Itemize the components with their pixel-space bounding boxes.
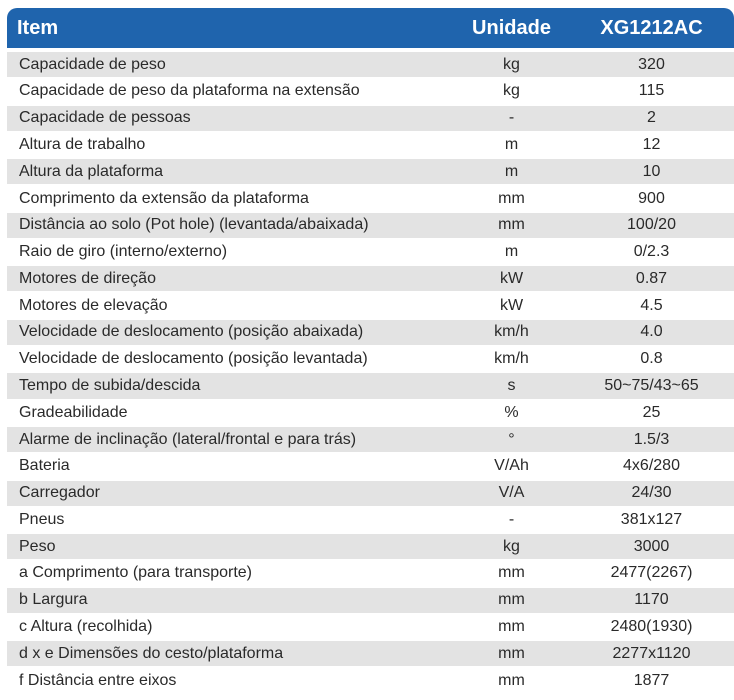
row-value: 4.0: [640, 323, 663, 341]
row-value: 2480(1930): [610, 618, 693, 635]
row-item: Raio de giro (interno/externo): [19, 243, 228, 261]
row-unit: m: [504, 162, 519, 180]
row-item: Velocidade de deslocamento (posição abaixada): [19, 323, 364, 341]
row-value: 4.5: [640, 296, 663, 314]
row-item: Distância ao solo (Pot hole) (levantada/abaixada): [19, 216, 369, 234]
row-value: 1877: [633, 671, 670, 689]
row-value: 10: [642, 162, 661, 180]
row-unit: mm: [498, 671, 525, 689]
row-unit: V/Ah: [494, 457, 529, 475]
table-row: [7, 320, 734, 345]
row-value: 900: [638, 189, 665, 207]
row-unit: mm: [498, 564, 525, 582]
row-unit: km/h: [494, 350, 529, 368]
row-item: Capacidade de peso da plataforma na extensão: [19, 82, 360, 100]
row-unit: -: [508, 510, 515, 528]
row-unit: -: [508, 109, 515, 127]
row-unit: kW: [499, 296, 524, 314]
table-row: [7, 79, 734, 104]
table-row: [7, 52, 734, 77]
spec-table: [7, 8, 734, 695]
row-unit: mm: [498, 618, 525, 635]
row-item: d x e Dimensões do cesto/plataforma: [19, 644, 284, 662]
row-item: Altura de trabalho: [19, 135, 146, 153]
table-row: [7, 561, 734, 586]
row-value: 0/2.3: [633, 243, 670, 261]
table-row: [7, 427, 734, 452]
row-unit: mm: [498, 216, 525, 234]
row-unit: s: [507, 376, 516, 394]
row-item: Altura da plataforma: [19, 162, 164, 180]
row-item: Tempo de subida/descida: [19, 376, 201, 394]
table-row: [7, 668, 734, 693]
row-item: f Distância entre eixos: [19, 671, 177, 689]
row-value: 381x127: [620, 510, 683, 528]
row-item: Motores de direção: [19, 269, 156, 287]
table-row: [7, 614, 734, 639]
header-model: XG1212AC: [600, 16, 703, 39]
row-value: 25: [642, 403, 661, 421]
row-value: 1170: [634, 591, 669, 609]
table-row: [7, 213, 734, 238]
row-value: 2277x1120: [612, 644, 691, 662]
row-item: Motores de elevação: [19, 296, 168, 314]
table-row: [7, 132, 734, 157]
row-value: 100/20: [627, 216, 676, 234]
table-row: [7, 239, 734, 264]
table-row: [7, 159, 734, 184]
row-item: Alarme de inclinação (lateral/frontal e para trás): [19, 430, 357, 448]
row-unit: kg: [503, 55, 520, 73]
row-item: Capacidade de pessoas: [19, 109, 191, 127]
row-value: 12: [642, 135, 661, 153]
table-row: [7, 507, 734, 532]
header-unit: Unidade: [472, 16, 551, 39]
row-item: a Comprimento (para transporte): [19, 564, 252, 582]
row-value: 24/30: [631, 484, 672, 502]
row-item: Carregador: [19, 484, 100, 502]
row-value: 0.87: [635, 269, 668, 287]
row-item: Bateria: [19, 457, 70, 475]
row-value: 3000: [633, 537, 670, 555]
row-item: b Largura: [19, 591, 88, 609]
table-row: [7, 293, 734, 318]
table-row: [7, 266, 734, 291]
table-row: [7, 186, 734, 211]
table-body: [7, 48, 734, 693]
row-item: Velocidade de deslocamento (posição levantada): [19, 350, 368, 368]
row-value: 2477(2267): [610, 564, 693, 582]
table-row: [7, 373, 734, 398]
table-row: [7, 534, 734, 559]
row-item: Comprimento da extensão da plataforma: [19, 189, 309, 207]
row-unit: kg: [503, 537, 520, 555]
row-value: 4x6/280: [623, 457, 680, 475]
table-row: [7, 481, 734, 506]
header-item: Item: [17, 16, 59, 39]
row-value: 115: [638, 82, 665, 100]
table-row: [7, 641, 734, 666]
table-row: [7, 454, 734, 479]
row-item: Peso: [19, 537, 56, 555]
table-row: [7, 106, 734, 131]
row-item: Pneus: [19, 510, 65, 528]
row-item: Capacidade de peso: [19, 55, 166, 73]
row-unit: mm: [498, 591, 525, 609]
row-unit: m: [504, 243, 519, 261]
row-unit: kg: [503, 82, 520, 100]
row-value: 320: [638, 55, 665, 73]
row-unit: mm: [498, 189, 525, 207]
row-unit: °: [508, 430, 515, 448]
row-unit: km/h: [494, 323, 529, 341]
row-unit: mm: [498, 644, 525, 662]
table-row: [7, 588, 734, 613]
row-value: 2: [647, 109, 656, 127]
row-unit: kW: [499, 269, 524, 287]
row-item: c Altura (recolhida): [19, 618, 153, 635]
row-unit: m: [504, 135, 519, 153]
table-header: [7, 8, 734, 48]
table-row: [7, 400, 734, 425]
row-unit: %: [504, 403, 519, 421]
row-unit: V/A: [498, 484, 525, 502]
row-item: Gradeabilidade: [19, 403, 128, 421]
row-value: 0.8: [640, 350, 663, 368]
row-value: 50~75/43~65: [604, 376, 699, 394]
row-value: 1.5/3: [633, 430, 670, 448]
table-row: [7, 347, 734, 372]
